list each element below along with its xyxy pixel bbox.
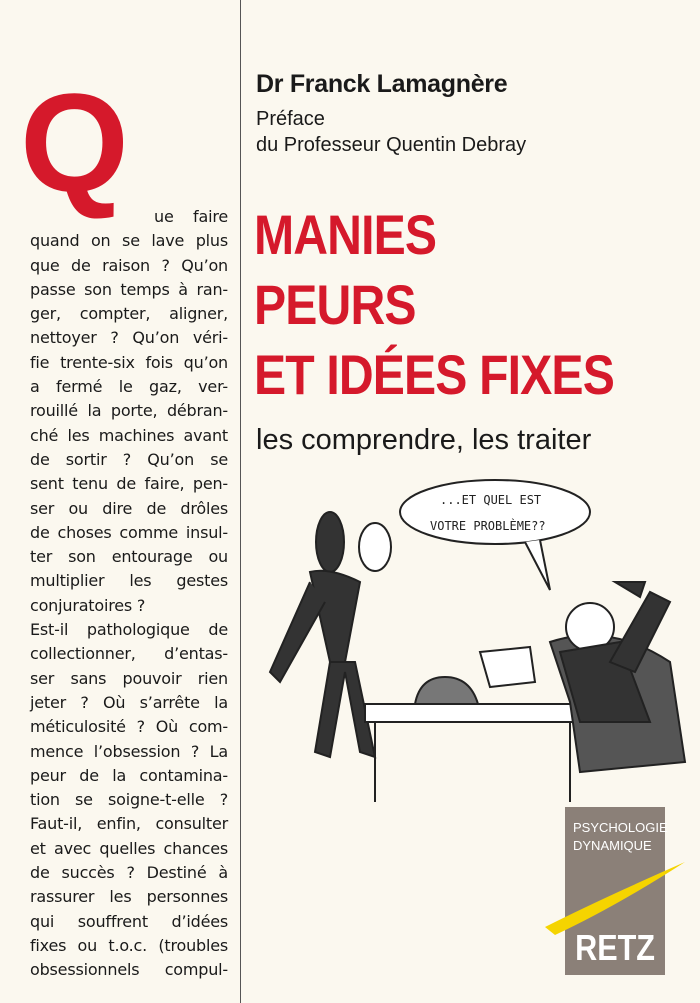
blurb-line: et avec quelles chances	[30, 838, 228, 858]
blurb-line: Faut-il, enfin, consulter	[30, 814, 228, 834]
author-name: Dr Franck Lamagnère	[256, 70, 508, 98]
blurb-line: multiplier les gestes	[30, 571, 228, 591]
book-title	[254, 200, 614, 410]
blurb-line: qui souffrent d’idées	[30, 911, 228, 931]
blurb-line: fixes ou t.o.c. (troubles	[30, 935, 228, 955]
blurb-line: ger, compter, aligner,	[30, 304, 228, 324]
blurb-line: sent tenu de faire, pen-	[30, 474, 228, 494]
blurb-line: ter son entourage ou	[30, 547, 228, 567]
back-blurb	[30, 205, 228, 983]
blurb-line: a fermé le gaz, ver-	[30, 377, 228, 397]
blurb-line: quand on se lave plus	[30, 231, 228, 251]
speech-text-1: ...ET QUEL EST	[440, 493, 542, 507]
blurb-line: tion se soigne-t-elle ?	[30, 790, 228, 810]
sitting-doctor	[480, 582, 685, 772]
preface-credit	[256, 106, 526, 158]
blurb-line: jeter ? Où s’arrête la	[30, 692, 228, 712]
blurb-line: ser ou dire de drôles	[30, 498, 228, 518]
blurb-line: mence l’obsession ? La	[30, 741, 228, 761]
blurb-line: fie trente-six fois qu’on	[30, 352, 228, 372]
book-subtitle: les comprendre, les traiter	[256, 424, 592, 456]
title-line: MANIES	[254, 203, 437, 266]
preface-label: Préface	[256, 108, 325, 130]
blurb-line: de succès ? Destiné à	[30, 863, 228, 883]
column-divider	[240, 0, 241, 1003]
preface-author: du Professeur Quentin Debray	[256, 134, 527, 156]
telephone	[415, 677, 478, 704]
blurb-line: de sortir ? Qu’on se	[30, 449, 228, 469]
yellow-brushstroke	[545, 857, 685, 937]
blurb-line: Est-il pathologique de	[30, 620, 228, 640]
series-line: DYNAMIQUE	[573, 838, 652, 853]
blurb-line: ser sans pouvoir rien	[30, 668, 228, 688]
series-line: PSYCHOLOGIE	[573, 820, 668, 835]
blurb-line: ché les machines avant	[30, 425, 228, 445]
blurb-line: peur de la contamina-	[30, 765, 228, 785]
blurb-line: collectionner, d’entas-	[30, 644, 228, 664]
blurb-line: obsessionnels compul-	[30, 960, 228, 980]
blurb-line: rassurer les personnes	[30, 887, 228, 907]
blurb-line: passe son temps à ran-	[30, 279, 228, 299]
blurb-line: conjuratoires ?	[30, 595, 146, 615]
desk	[365, 704, 580, 802]
speech-text-2: VOTRE PROBLÈME??	[430, 519, 546, 533]
blurb-line: de choses comme insul-	[30, 522, 228, 542]
title-line: ET IDÉES FIXES	[254, 343, 614, 406]
blurb-line: ue faire	[154, 207, 228, 226]
series-name	[573, 819, 668, 855]
cartoon-illustration	[250, 472, 690, 802]
blurb-line: rouillé la porte, débran-	[30, 401, 228, 421]
blurb-line: méticulosité ? Où com-	[30, 717, 228, 737]
series-publisher-box	[565, 807, 668, 975]
title-line: PEURS	[254, 273, 416, 336]
drop-cap: Q	[20, 64, 129, 221]
blurb-line: que de raison ? Qu’on	[30, 255, 228, 275]
blurb-line: nettoyer ? Qu’on véri-	[30, 328, 228, 348]
publisher-logo: RETZ	[575, 927, 655, 968]
